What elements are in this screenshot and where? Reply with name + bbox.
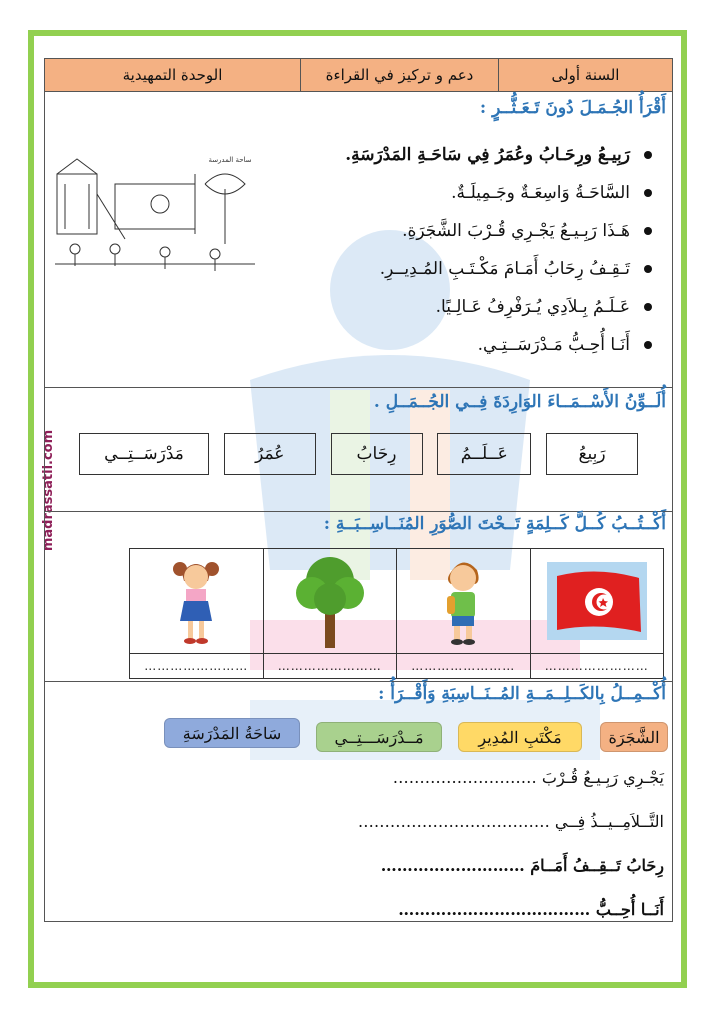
completion-section: [45, 682, 672, 920]
schoolyard-illustration: [55, 154, 255, 274]
tunisia-flag-icon: [547, 562, 647, 640]
tree-icon: [290, 551, 370, 651]
answer-blank[interactable]: ……………………: [144, 659, 249, 673]
completion-line[interactable]: يَجْـرِي رَبِـيـعُ قُـرْبَ ………………………: [392, 768, 664, 787]
sentence-item: السَّاحَـةُ وَاسِعَـةٌ وجَـمِيلَـةٌ.: [345, 174, 652, 212]
picture-section: [45, 512, 672, 682]
word-tag[interactable]: مَكْتَبِ المُدِيرِ: [458, 722, 582, 752]
sentence-item: تَـقِـفُ رِحَابُ أَمَـامَ مَكْـتَـبِ المُـدِيــرِ.: [345, 250, 652, 288]
answer-blank[interactable]: ……………………: [411, 659, 516, 673]
completion-line[interactable]: رِحَابُ تَــقِــفُ أَمَــامَ ………………………: [380, 856, 664, 875]
completion-line[interactable]: أَنَــا أُحِــبُّ ………………………………: [398, 900, 664, 919]
boy-icon: [433, 552, 493, 650]
side-watermark: madrassatii.com: [41, 429, 57, 551]
word-tag[interactable]: سَاحَةُ المَدْرَسَةِ: [164, 718, 300, 748]
header-year: السنة أولى: [498, 59, 672, 91]
svg-text:ساحة المدرسة: ساحة المدرسة: [208, 156, 252, 164]
completion-title: أُكْــمِــلُ بِالكَــلِــمَــةِ المُــنَــاسِبَةِ وَأَقْــرَأُ :: [378, 684, 666, 704]
header-row: [45, 59, 672, 92]
sentence-item: رَبِيـعُ ورِحَـابُ وعُمَرُ فِي سَاحَـةِ المَدْرَسَةِ.: [345, 136, 652, 174]
picture-column: [130, 549, 263, 678]
word-box[interactable]: عَــلَــمُ: [437, 433, 531, 475]
picture-cell: [264, 549, 397, 654]
picture-table: [129, 548, 664, 679]
picture-cell: [130, 549, 263, 654]
word-tag[interactable]: الشَّجَرَة: [600, 722, 668, 752]
completion-line[interactable]: التَّــلاَمِــيــذُ فِــي ………………………………: [357, 812, 664, 831]
answer-blank[interactable]: ……………………: [277, 659, 382, 673]
picture-column: [530, 549, 664, 678]
sentence-item: هَـذَا رَبِـيـعُ يَجْـرِي قُـرْبَ الشَّجَرَةِ.: [345, 212, 652, 250]
reading-title: أَقْرَأُ الجُـمَـلَ دُونَ تَـعَـثُّــرٍ :: [479, 98, 666, 118]
worksheet: [44, 58, 673, 922]
word-tag[interactable]: مَــدْرَسَـــتِــي: [316, 722, 442, 752]
word-box[interactable]: عُمَرُ: [224, 433, 316, 475]
sentence-list: [345, 136, 652, 364]
reading-section: [45, 92, 672, 388]
word-box[interactable]: رِحَابُ: [331, 433, 423, 475]
picture-cell: [397, 549, 530, 654]
girl-icon: [166, 551, 226, 651]
coloring-section: [45, 388, 672, 512]
coloring-title: أُلَــوِّنُ الأَسْــمَــاءَ الوَارِدَةَ فِــي الجُــمَــلِ .: [373, 392, 666, 412]
word-box[interactable]: مَدْرَسَــتِــي: [79, 433, 209, 475]
header-subject: دعم و تركيز في القراءة: [300, 59, 498, 91]
answer-blank[interactable]: ……………………: [544, 659, 649, 673]
word-boxes: [45, 433, 672, 475]
sentence-item: عَـلَـمُ بِـلاَدِي يُـرَفْرِفُ عَـالِـيًا.: [345, 288, 652, 326]
picture-cell: [531, 549, 664, 654]
header-unit: الوحدة التمهيدية: [45, 59, 300, 91]
word-box[interactable]: رَبِيعُ: [546, 433, 638, 475]
sentence-item: أَنَـا أُحِـبُّ مَـدْرَسَــتِـي.: [345, 326, 652, 364]
picture-column: [396, 549, 530, 678]
picture-column: [263, 549, 397, 678]
picture-title: أَكْــتُــبُ كُــلَّ كَــلِمَةٍ تَــحْتَ الصُّوَرِ المُنَــاسِــبَــةِ :: [323, 514, 666, 534]
